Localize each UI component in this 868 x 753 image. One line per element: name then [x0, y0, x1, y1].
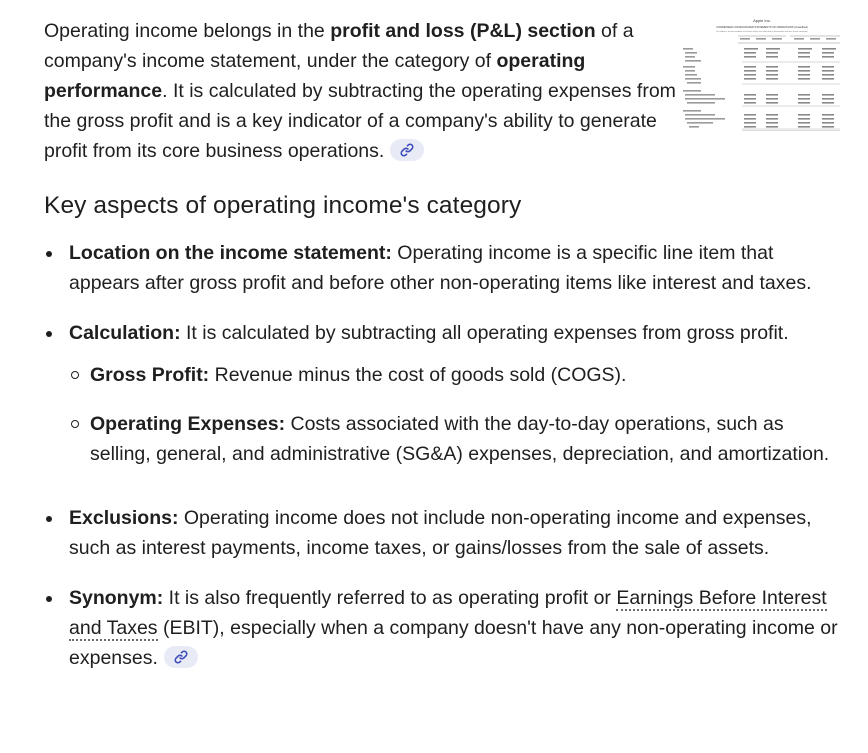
intro-text-2: of a company's income statement, under the category of: [44, 20, 634, 72]
ebit-link[interactable]: Earnings Before Interest and Taxes: [69, 587, 827, 639]
location-label: Location on the income statement:: [69, 242, 392, 264]
financial-statement-thumbnail[interactable]: [682, 16, 842, 152]
intro-bold-operating-performance: operating performance: [44, 50, 586, 102]
link-icon: [399, 142, 415, 158]
gross-profit-text: Revenue minus the cost of goods sold (COGS).: [209, 364, 627, 386]
location-text: Operating income is a specific line item that appears after gross profit and before other non-operating items like interest and taxes.: [69, 242, 812, 294]
intro-paragraph: [44, 16, 676, 166]
synonym-text-1: It is also frequently referred to as operating profit or: [163, 587, 617, 609]
key-aspects-list: [44, 238, 844, 693]
sublist-item-gross-profit: [69, 360, 844, 390]
exclusions-text: Operating income does not include non-operating income and expenses, such as interest payments, income taxes, or gains/losses from the sale of assets.: [69, 507, 812, 559]
list-item-exclusions: [44, 503, 844, 563]
calculation-text: It is calculated by subtracting all operating expenses from gross profit.: [180, 322, 789, 344]
intro-bold-pl: profit and loss (P&L) section: [330, 20, 596, 42]
synonym-text-2: (EBIT), especially when a company doesn't have any non-operating income or expenses.: [69, 617, 838, 669]
operating-expenses-text: Costs associated with the day-to-day operations, such as selling, general, and administrative (SG&A) expenses, depreciation, and amortization.: [90, 413, 830, 465]
exclusions-label: Exclusions:: [69, 507, 179, 529]
intro-text-1: Operating income belongs in the: [44, 20, 331, 42]
synonym-label: Synonym:: [69, 587, 164, 609]
operating-expenses-label: Operating Expenses:: [90, 413, 286, 435]
list-item-calculation: [44, 318, 844, 469]
list-item-location: [44, 238, 844, 298]
source-link-chip-synonym[interactable]: [164, 646, 198, 668]
thumb-title: Apple Inc.: [753, 18, 771, 23]
link-icon: [173, 649, 189, 665]
thumb-caption: (In millions, except number of shares which are reflected in thousands and per share amounts): [716, 31, 808, 33]
sublist-item-operating-expenses: [69, 409, 844, 469]
document-thumbnail-icon: [682, 16, 842, 152]
gross-profit-label: Gross Profit:: [90, 364, 210, 386]
intro-text-3: . It is calculated by subtracting the operating expenses from the gross profit and is a key indicator of a company's ability to generate profit from its core business operations.: [44, 80, 676, 162]
list-item-synonym: [44, 583, 844, 673]
source-link-chip[interactable]: [390, 139, 424, 161]
thumb-subtitle: CONDENSED CONSOLIDATED STATEMENTS OF OPERATIONS (Unaudited): [716, 26, 808, 29]
calculation-sublist: [69, 360, 844, 469]
calculation-label: Calculation:: [69, 322, 181, 344]
section-heading: Key aspects of operating income's category: [44, 192, 522, 219]
